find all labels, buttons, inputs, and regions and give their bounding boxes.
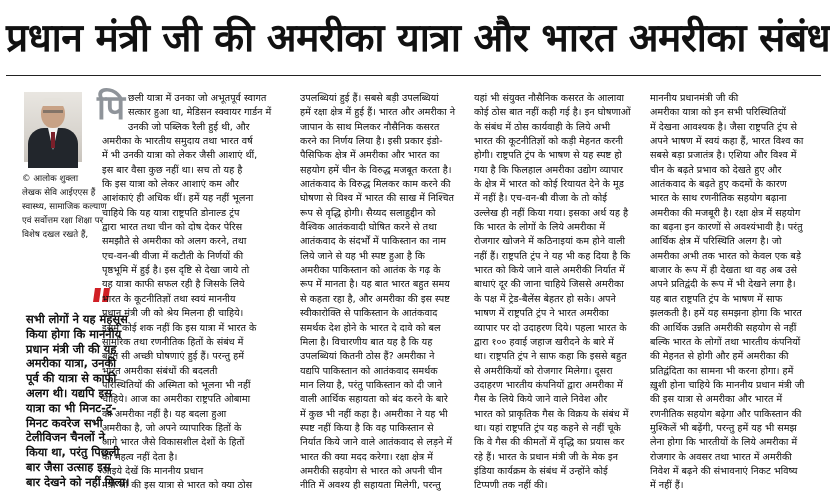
article-column-4 — [650, 92, 816, 494]
article-line: उनकी जो पब्लिक रैली हुई थी, और — [128, 121, 250, 133]
article-line: रणनीतिक सहयोग बढ़ेगा और पाकिस्तान की — [650, 408, 802, 420]
article-line: बाधाएं दूर की जाना चाहिये जिससे अमरीका — [474, 279, 624, 291]
pull-quote — [26, 312, 130, 490]
article-line: में नहीं हैं। — [650, 480, 684, 492]
article-line: का बढ़ना इन कारणों से अवश्यंभावी है। परंतु — [650, 222, 803, 234]
article-line: में भी उनकी यात्रा को लेकर जैसी आशाएं थीं, — [102, 150, 258, 162]
article-line: की मेहनत से होगी और हमें अमरीका की — [650, 351, 789, 363]
article-line: निवेश में बढ़ने की संभावनाएं निकट भविष्य — [650, 465, 798, 477]
pull-quote-line: अलग थी। यद्यपि इस — [26, 385, 112, 400]
article-line: नहीं हैं। राष्ट्रपति ट्रंप ने यह भी कह दिया है कि — [474, 250, 631, 262]
article-line: लेना होगा कि भारतीयों के लिये अमरीका में — [650, 437, 798, 449]
article-line: सामरिक तथा रणनीतिक हितों के संबंध में — [102, 336, 244, 348]
article-line: के संबंध में ठोस कार्यवाही के लिये अभी — [474, 121, 611, 133]
pull-quote-line: यात्रा का भी मिनट-टू- — [26, 400, 117, 415]
article-line: आतंकवाद के विरुद्ध मिलकर काम करने की — [300, 179, 451, 191]
article-line: बहुत सी अच्छी घोषणाएं हुई हैं। परन्तु हमें — [102, 351, 245, 363]
article-line: को महत्व नहीं देता है। — [102, 451, 178, 463]
article-line: अमरीका के भारतीय समुदाय तथा भारत वर्ष — [102, 136, 253, 148]
article-line: मान लिया है, परंतु पाकिस्तान को दी जाने — [300, 379, 443, 391]
pull-quote-line: मिनट कवरेज सभी — [26, 415, 103, 430]
article-line: सबसे बड़ा प्रजातंत्र है। एशिया और विश्व में — [650, 150, 797, 162]
article-line: लिये जाने से यह भी स्पष्ट हुआ है कि — [300, 250, 425, 262]
article-line: यह यात्रा काफी सफल रही है जिसके लिये — [102, 279, 245, 291]
article-line: भारत की क्या मदद करेगा। रक्षा क्षेत्र में — [300, 451, 433, 463]
article-line: में कुछ भी नहीं कहा है। अमरीका ने यह भी — [300, 408, 448, 420]
author-photo-hair — [41, 98, 65, 106]
pull-quote-line: किया था, परंतु पिछली — [26, 445, 120, 460]
article-line: इस बार वैसा कुछ नहीं था। सच तो यह है — [102, 164, 243, 176]
article-column-3 — [474, 92, 642, 494]
article-column-1 — [102, 92, 294, 494]
article-line: के पक्ष में ट्रेड-बैलेंस बेहतर हो सके। अपने — [474, 293, 616, 305]
article-line: मिला है। विचारणीय बात यह है कि यह — [300, 336, 433, 348]
article-line: आतंकवाद के बढ़ते हुए कदमों के कारण — [650, 179, 787, 191]
article-line: में नहीं है। एच-वन-बी वीजा के तो कोई — [474, 193, 607, 205]
article-line: स्वीकारोक्ति से पाकिस्तान के आतंकवाद — [300, 308, 438, 320]
article-line: समझौते से अमरीका को अलग करने, तथा — [102, 236, 247, 248]
article-line: पृष्ठभूमि में हुई है। इस दृष्टि से देखा जाये तो — [102, 265, 250, 277]
article-line: छली यात्रा में उनका जो अभूतपूर्व स्वागत — [128, 93, 267, 104]
pull-quote-line: सभी लोगों ने यह महसूस — [26, 312, 128, 326]
article-line: द्वारा भारत तथा चीन को दोष देकर पेरिस — [102, 222, 243, 234]
article-line: उल्लेख ही नहीं किया गया। इसका अर्थ यह है — [474, 207, 629, 219]
article-line: हमें रक्षा क्षेत्र में हुई हैं। भारत और अमरीका ने — [300, 107, 456, 119]
article-line: अमरीका यात्रा को इन सभी परिस्थितियों — [650, 107, 787, 119]
article-line: था। राष्ट्रपति ट्रंप ने साफ कहा कि इससे बहुत — [474, 351, 627, 363]
article-line: आशंकाएं ही अधिक थीं। हमें यह नहीं भूलना — [102, 193, 254, 205]
author-line: लेखक सेवि आईएएस हैं — [22, 188, 96, 198]
article-line: नीति में अवश्य ही सहायता मिलेगी, परन्तु — [300, 480, 441, 492]
article-line: का अमरीका नहीं है। यह बदला हुआ — [102, 408, 227, 420]
article-line: यह बात राष्ट्रपति ट्रंप के भाषण में साफ — [650, 293, 783, 305]
article-line: से कहता रहा है, और अमरीका की इस स्पष्ट — [300, 293, 450, 305]
article-line: भारत की कूटनीतिज्ञों को कड़ी मेहनत करनी — [474, 136, 623, 148]
article-line: इंडिया कार्यक्रम के संबंध में उन्होंने कोई — [474, 465, 608, 477]
article-line: बल्कि भारत के लोगों तथा भारतीय कंपनियों — [650, 336, 801, 348]
article-line: होगी। राष्ट्रपति ट्रंप के भाषण से यह स्पष्ट हो — [474, 150, 622, 162]
pull-quote-line: प्रधान मंत्री जी की यह — [26, 341, 117, 356]
headline: प्रधान मंत्री जी की अमरीका यात्रा और भारत अमरीका संबंध — [6, 16, 830, 61]
article-line: अमरीका अभी तक भारत को केवल एक बड़े — [650, 250, 802, 262]
article-column-2 — [300, 92, 468, 494]
article-line: अमरीका पाकिस्तान को आतंक के गढ़ के — [300, 265, 441, 277]
author-byline — [22, 172, 107, 242]
article-line: की इस यात्रा से अमरीका और भारत में — [650, 394, 783, 406]
article-line: रोजगार खोजने में कठिनाइयां कम होने वाली — [474, 236, 625, 248]
article-line: परिस्थितियों की अस्मिता को भूलना भी नहीं — [102, 379, 251, 391]
article-line: ख़ुशी होना चाहिये कि माननीय प्रधान मंत्री जी — [650, 379, 805, 391]
pull-quote-line: टेलीविजन चैनलों ने — [26, 430, 105, 445]
article-line: भारत के साथ रणनीतिक सहयोग बढ़ाना — [650, 193, 787, 205]
article-line: में देखना आवश्यक है। जैसा राष्ट्रपति ट्रंप से — [650, 121, 797, 133]
article-line: रहे हैं। भारत के प्रधान मंत्री जी के मेक इन — [474, 451, 618, 463]
article-line: यद्यपि पाकिस्तान को आतंकवाद समर्थक — [300, 365, 438, 377]
pull-quote-line: बार जैसा उत्साह इस — [26, 459, 111, 474]
author-line: स्वास्थ्य, सामाजिक कल्याण — [22, 202, 107, 212]
article-line: सहयोग हमें चीन के विरुद्ध मजबूत करता है। — [300, 164, 452, 176]
article-line: भारत को प्राकृतिक गैस के विक्रय के संबंध में — [474, 408, 629, 420]
article-line: वाली आर्थिक सहायता को बंद करने के बारे — [300, 394, 448, 406]
article-line: स्पष्ट नहीं किया है कि वह पाकिस्तान से — [300, 422, 434, 434]
article-line: चाहिये। आज का अमरीका राष्ट्रपति ओबामा — [102, 394, 251, 406]
article-line: द्वारा १०० हवाई जहाज खरीदने के बारे में — [474, 336, 614, 348]
article-line: रूप से वृद्धि होगी। सैय्यद सलाहुद्दीन को — [300, 207, 436, 219]
article-line: यहां भी संयुक्त नौसैनिक कसरत के आलावा — [474, 93, 625, 104]
article-line: कोई ठोस बात नहीं कही गई है। इन घोषणाओं — [474, 107, 631, 119]
article-line: कि इस यात्रा को लेकर आशाएं कम और — [102, 179, 239, 191]
article-line: प्रधान मंत्री जी को श्रेय मिलना ही चाहिये। — [102, 308, 244, 320]
article-line: उपलब्धियां हुई हैं। सबसे बड़ी उपलब्धियां — [300, 93, 439, 104]
article-line: उपलब्धियां कितनी ठोस हैं? अमरीका ने — [300, 351, 435, 363]
article-line: अमरीका है, जो अपने व्यापारिक हितों के — [102, 422, 242, 434]
article-line: भाषण में राष्ट्रपति ट्रंप ने भारत अमरीका — [474, 308, 609, 320]
article-line: बाजार के रूप में ही देखता था वह अब उसे — [650, 265, 798, 277]
author-line: एवं सर्वोत्तम रक्षा शिक्षा पर — [22, 216, 104, 226]
article-line: आर्थिक क्षेत्र में परिस्थिति अलग है। जो — [650, 236, 782, 248]
article-line: उदाहरण भारतीय कंपनियों द्वारा अमरीका में — [474, 379, 623, 391]
article-line: अमरीका की मजबूरी है। रक्षा क्षेत्र में सहयोग — [650, 207, 801, 219]
article-line: व्यापार पर दो उदाहरण दिये। पहला भारत के — [474, 322, 627, 334]
article-line: अमरीकी सहयोग से भारत को अपनी चीन — [300, 465, 443, 477]
article-line: झलकती है। हमें यह समझना होगा कि भारत — [650, 308, 802, 320]
article-line: कि वे गैस की कीमतों में वृद्धि का प्रयास कर — [474, 437, 625, 449]
article-line: अपने प्रतिद्वंदी के रूप में भी देखने लगा है। — [650, 279, 796, 291]
article-line: चीन के बढ़ते प्रभाव को देखते हुए और — [650, 164, 782, 176]
article-line: मंत्री जी की इस यात्रा से भारत को क्या ठोस — [102, 480, 253, 492]
author-photo-tie — [51, 132, 55, 148]
article-line: गैस के लिये किये जाने वाले निवेश और — [474, 394, 608, 406]
article-line: के क्षेत्र में भारत को कोई रियायत देने के मूड — [474, 179, 624, 191]
article-line: घोषणा से विश्व में भारत की साख में निश्चित — [300, 193, 454, 205]
article-line: कि भारत के लोगों के लिये अमरीका में — [474, 222, 606, 234]
article-line: टिप्पणी तक नहीं की। — [474, 480, 548, 492]
article-line: भारत अमरीका संबंधों की बदलती — [102, 365, 218, 377]
article-line: करने का निर्णय लिया है। इसी प्रकार इंडो- — [300, 136, 443, 148]
pull-quote-line: पूर्व की यात्रा से काफी — [26, 371, 117, 386]
article-line: एच-वन-बी वीजा में कटौती के निर्णयों की — [102, 250, 244, 262]
author-line: © आलोक शुक्ला — [22, 174, 79, 184]
article-line: चाहिये कि यह यात्रा राष्ट्रपति डोनाल्ड ट्रंप — [102, 207, 240, 219]
article-line: समर्थक देश होने के भारत दे दावे को बल — [300, 322, 441, 334]
pull-quote-line: बार देखने को नहीं मिला। — [26, 474, 130, 489]
article-line: माननीय प्रधानमंत्री जी की — [650, 93, 739, 104]
article-line: रोजगार के अवसर तथा भारत में अमरीकी — [650, 451, 792, 463]
author-photo — [24, 92, 82, 162]
article-line: पैसिफिक क्षेत्र में अमरीका और भारत का — [300, 150, 440, 162]
article-line: आइये देखें कि माननीय प्रधान — [102, 465, 204, 477]
pull-quote-line: अमरीका यात्रा, उनकी — [26, 356, 117, 371]
article-line: आगे भारत जैसे विकासशील देशों के हितों — [102, 437, 245, 449]
author-photo-glasses — [43, 110, 63, 113]
article-line: आतंकवाद के संदर्भों में पाकिस्तान का नाम — [300, 236, 446, 248]
article-line: सत्कार हुआ था, मेडिसन स्क्वायर गार्डन में — [128, 107, 272, 119]
article-line: था। यहां राष्ट्रपति ट्रंप यह कहने से नहीं चूके — [474, 422, 621, 434]
article-line: से अमरीकियों को रोजगार मिलेगा। दूसरा — [474, 365, 613, 377]
article-line: प्रतिद्वंदिता का सामना भी करना होगा। हमें — [650, 365, 794, 377]
drop-cap: पि — [96, 88, 126, 128]
headline-rule — [6, 75, 821, 76]
article-line: वैश्विक आतंकवादी घोषित करने से तथा — [300, 222, 437, 234]
article-line: इसमें कोई शक नहीं कि इस यात्रा में भारत के — [102, 322, 257, 334]
article-line: जापान के साथ मिलकर नौसैनिक कसरत — [300, 121, 440, 133]
article-line: रूप में मानता है। यह बात भारत बहुत समय — [300, 279, 450, 291]
article-line: मुश्किलें भी बढ़ेंगी, परन्तु हमें यह भी समझ — [650, 422, 797, 434]
article-line: भारत के कूटनीतिज्ञों तथा स्वयं माननीय — [102, 293, 236, 305]
article-line: निर्यात किये जाने वाले आतंकवाद से लड़ने में — [300, 437, 453, 449]
article-line: गया है कि फिलहाल अमरीका उद्योग व्यापार — [474, 164, 623, 176]
article-line: अपने भाषण में स्वयं कहा हैं, भारत विश्व का — [650, 136, 804, 148]
pull-quote-line: किया होगा कि माननीय — [26, 326, 122, 341]
author-line: विशेष दखल रखते हैं, — [22, 230, 89, 240]
article-line: की आर्थिक उन्नति अमरीकी सहयोग से नहीं — [650, 322, 797, 334]
article-line: भारत को किये जाने वाले अमरीकी निर्यात में — [474, 265, 625, 277]
